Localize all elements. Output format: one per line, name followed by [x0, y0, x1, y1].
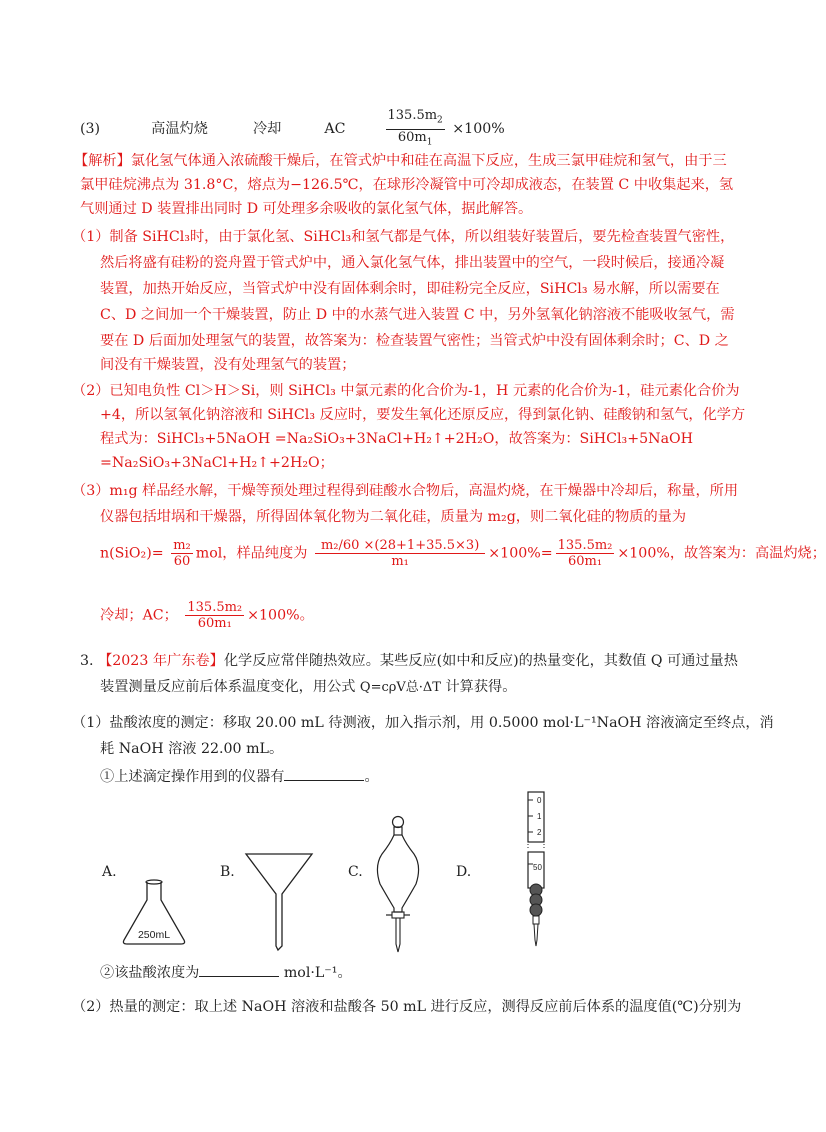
svg-text:50: 50	[533, 863, 542, 872]
svg-text:1: 1	[537, 812, 542, 821]
analysis-p1-line-2: 然后将盛有硅粉的瓷舟置于管式炉中，通入氯化氢气体，排出装置中的空气，一段时候后，接通冷凝	[100, 255, 725, 271]
svg-text:2: 2	[537, 828, 542, 837]
q3-part1-q1: ①上述滴定操作用到的仪器有 。	[100, 766, 379, 788]
analysis-intro-2: 氯甲硅烷沸点为 31.8°C，熔点为−126.5℃，在球形冷凝管中可冷却成液态，在装置 C 中收集起来，氢	[80, 177, 734, 193]
answer-fraction: $\frac{135.5m_2}{60m_1}$	[387, 108, 443, 148]
q3-part2-line-1: （2）热量的测定：取上述 NaOH 溶液和盐酸各 50 mL 进行反应，测得反应前后体系的温度值(℃)分别为	[72, 999, 742, 1015]
answer-num: (3)	[80, 121, 101, 138]
burette-icon	[516, 790, 556, 950]
analysis-p3-line-1: （3）m₁g 样品经水解，干燥等预处理过程得到硅酸水合物后，高温灼烧，在干燥器中冷却后，称量，所用	[72, 483, 739, 499]
analysis-p3-last: 冷却；AC； $\frac{\text{135.5m₂}}{\text{60m₁}}$ ×100%。	[100, 600, 314, 631]
q3-part1-line-1: （1）盐酸浓度的测定：移取 20.00 mL 待测液，加入指示剂，用 0.5000 mol·L⁻¹NaOH 溶液滴定至终点，消	[72, 715, 774, 731]
q3-source: 【2023 年广东卷】	[98, 653, 224, 669]
q3-stem-1: 3. 【2023 年广东卷】化学反应常伴随热效应。某些反应(如中和反应)的热量变化，其数值 Q 可通过量热	[80, 653, 738, 669]
analysis-intro-1: 【解析】氯化氢气体通入浓硫酸干燥后，在管式炉中和硅在高温下反应，生成三氯甲硅烷和氢气，由于三	[74, 153, 727, 169]
answer-3-line	[80, 108, 505, 150]
analysis-p3-equation: n(SiO₂)= $\frac{\text{m₂}}{60}$ mol，样品纯度为 $\frac{\text{m₂/60 ×(28+1+35.5×3)}}{\text{m₁}}$ ×100%= $\frac{\text{135.5m₂}}{\text{60m₁}}$ ×100%，故答案为：高温灼烧；	[100, 538, 826, 569]
analysis-p2-line-1: （2）已知电负性 Cl＞H＞Si，则 SiHCl₃ 中氯元素的化合价为-1，H 元素的化合价为-1，硅元素化合价为	[72, 383, 740, 399]
analysis-tag: 【解析】	[74, 153, 131, 169]
option-a-label[interactable]: A.	[102, 864, 117, 880]
q3-number: 3.	[80, 653, 94, 669]
analysis-p2-line-4: =Na₂SiO₃+3NaCl+H₂↑+2H₂O；	[100, 455, 334, 471]
option-c-label[interactable]: C.	[348, 864, 363, 880]
answer-a2: 冷却	[252, 121, 282, 138]
analysis-p1-line-3: 装置，加热开始反应，当管式炉中没有固体剩余时，即硅粉完全反应，SiHCl₃ 易水解，所以需要在	[100, 281, 720, 297]
analysis-intro-3: 气则通过 D 装置排出同时 D 可处理多余吸收的氯化氢气体，据此解答。	[80, 201, 533, 217]
conical-flask-icon	[118, 876, 190, 948]
answer-a1: 高温灼烧	[151, 121, 208, 138]
analysis-p2-line-2: +4，所以氢氧化钠溶液和 SiHCl₃ 反应时，要发生氧化还原反应，得到氯化钠、硅酸钠和氢气，化学方	[100, 407, 746, 423]
separatory-funnel-icon	[370, 814, 426, 954]
answer-blank-1[interactable]	[284, 766, 364, 781]
answer-blank-2[interactable]	[199, 962, 279, 977]
answer-a3: AC	[324, 121, 346, 138]
q3-part1-line-2: 耗 NaOH 溶液 22.00 mL。	[100, 741, 284, 757]
funnel-icon	[242, 850, 316, 950]
option-d-label[interactable]: D.	[456, 864, 472, 880]
option-b-label[interactable]: B.	[220, 864, 235, 880]
analysis-p2-line-3: 程式为：SiHCl₃+5NaOH =Na₂SiO₃+3NaCl+H₂↑+2H₂O，故答案为：SiHCl₃+5NaOH	[100, 431, 694, 447]
q3-stem-2: 装置测量反应前后体系温度变化，用公式 Q=cρV总·ΔT 计算获得。	[100, 679, 517, 695]
q3-part1-q2: ②该盐酸浓度为 mol·L⁻¹。	[100, 962, 352, 984]
analysis-p3-line-2: 仪器包括坩埚和干燥器，所得固体氧化物为二氧化硅，质量为 m₂g，则二氧化硅的物质的量为	[100, 509, 687, 525]
flask-label: 250mL	[137, 929, 171, 941]
analysis-p1-line-4: C、D 之间加一个干燥装置，防止 D 中的水蒸气进入装置 C 中，另外氢氧化钠溶液不能吸收氢气，需	[100, 307, 735, 323]
heat-formula: Q=cρV总·ΔT	[359, 680, 441, 695]
analysis-p1-line-1: （1）制备 SiHCl₃时，由于氯化氢、SiHCl₃和氢气都是气体，所以组装好装置后，要先检查装置气密性，	[72, 229, 735, 245]
analysis-p1-line-5: 要在 D 后面加处理氢气的装置，故答案为：检查装置气密性；当管式炉中没有固体剩余时；C、D 之	[100, 333, 729, 349]
answer-percent: ×100%	[452, 121, 505, 138]
analysis-p1-line-6: 间没有干燥装置，没有处理氢气的装置；	[100, 357, 356, 373]
svg-text:0: 0	[537, 796, 542, 805]
